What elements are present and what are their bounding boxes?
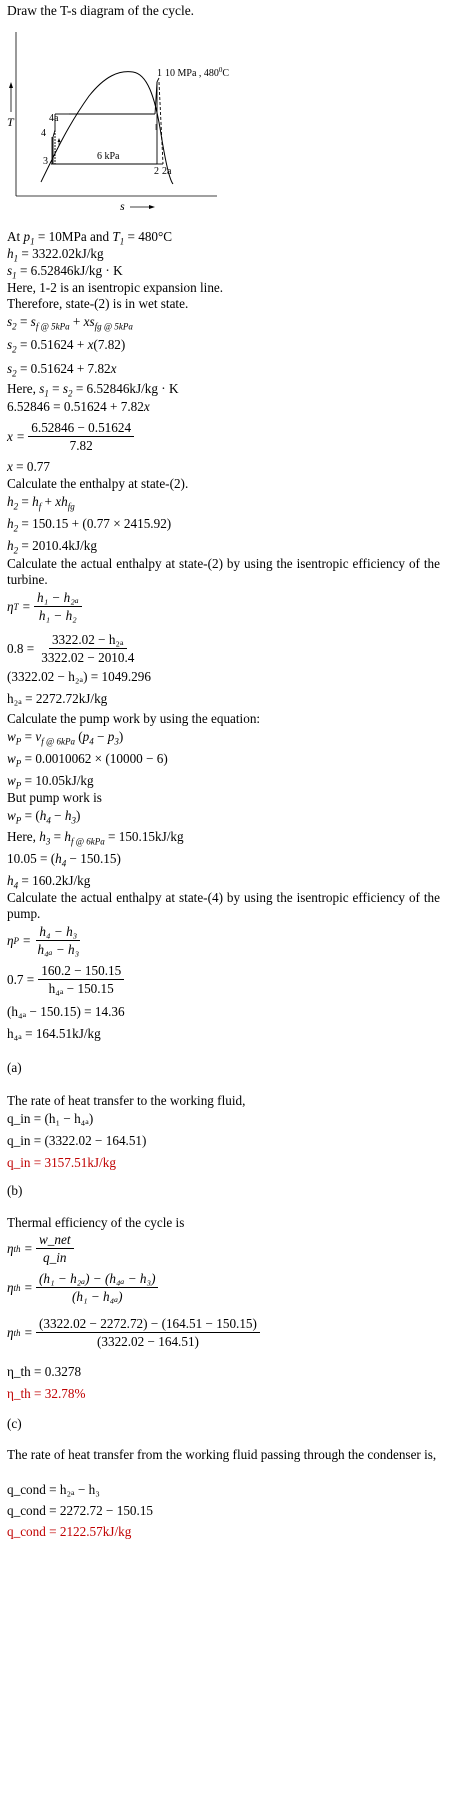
part-a-label: (a) — [7, 1060, 22, 1075]
line-46: The rate of heat transfer from the working fluid passing through the condenser is, — [7, 1447, 437, 1462]
state-3-label: 3 — [43, 156, 48, 167]
line-28: Here, $h_3 = h_{f @ 6kPa} = 150.15kJ/kg$ — [7, 829, 184, 847]
part-c-label: (c) — [7, 1416, 22, 1431]
line-13: Calculate the enthalpy at state-(2). — [7, 476, 189, 491]
state-4-label: 4 — [41, 128, 46, 139]
line-36: The rate of heat transfer to the working fluid, — [7, 1093, 246, 1108]
line-08: $s_2 = 0.51624 + 7.82x$ — [7, 361, 117, 379]
s-axis-label: s — [120, 199, 125, 212]
line-07: $s_2 = 0.51624 + x(7.82)$ — [7, 337, 126, 355]
line-15: $h_2 = 150.15 + (0.77 \times 2415.92)$ — [7, 516, 172, 534]
line-02: $h_1 = 3322.02kJ/kg$ — [7, 246, 104, 264]
line-44: η_th = 0.3278 — [7, 1364, 82, 1379]
line-34: (h₄ₐ − 150.15) = 14.36 — [7, 1004, 125, 1019]
ts-diagram — [7, 24, 237, 212]
line-38: q_in = (3322.02 − 164.51) — [7, 1133, 147, 1148]
line-16: $h_2 = 2010.4kJ/kg$ — [7, 538, 97, 556]
line-47: q_cond = h₂ₐ − h₃ — [7, 1482, 100, 1497]
line-40: Thermal efficiency of the cycle is — [7, 1215, 185, 1230]
line-20: (3322.02 − h₂ₐ) = 1049.296 — [7, 669, 151, 684]
line-05: Therefore, state-(2) is in wet state. — [7, 296, 189, 311]
part-b-label: (b) — [7, 1183, 23, 1198]
state-1-label: 1 — [157, 68, 162, 79]
line-48: q_cond = 2272.72 − 150.15 — [7, 1503, 154, 1518]
line-43: η th = $\frac{(3322.02 - 2272.72) - (164.51 - 150.15)}{(3322.02 - 164.51)}$ — [7, 1316, 260, 1349]
answer-efficiency: η_th = 32.78% — [7, 1386, 86, 1401]
line-41: η th = $\frac{\text{w\_net}}{q\_in}$ — [7, 1232, 74, 1265]
state-2-label: 2 — [154, 166, 159, 177]
line-25: $w_P = 10.05kJ/kg$ — [7, 773, 94, 791]
line-22: Calculate the pump work by using the equation: — [7, 711, 261, 726]
high-pressure-label: 10 MPa , $480^0C$ — [165, 66, 230, 79]
line-03: $s_1 = 6.52846kJ/kg \cdot K$ — [7, 263, 123, 281]
line-17: Calculate the actual enthalpy at state-(2) by using the isentropic efficiency of the turbine. — [7, 556, 440, 587]
line-11: x = $\frac{6.52846 - 0.51624}{7.82}$ — [7, 420, 134, 453]
line-26: But pump work is — [7, 790, 102, 805]
line-19: 0.8 = $\frac{\text{3322.02 − h₂ₐ}}{3322.02 - 2010.4}$ — [7, 632, 135, 665]
line-30: $h_4 = 160.2kJ/kg$ — [7, 873, 91, 891]
line-29: $10.05 = (h_4 - 150.15)$ — [7, 851, 121, 869]
line-37: q_in = (h₁ − h₄ₐ) — [7, 1111, 94, 1126]
line-10: 6.52846 = 0.51624 + 7.82x — [7, 399, 150, 414]
line-21: h₂ₐ = 2272.72kJ/kg — [7, 691, 108, 706]
line-35: h₄ₐ = 164.51kJ/kg — [7, 1026, 101, 1041]
state-2a-label: 2a — [162, 166, 172, 177]
line-42: η th = $\frac{\text{(h₁ − h₂ₐ) − (h₄ₐ − h₃)}}{\text{(h₁ − h₄ₐ)}}$ — [7, 1271, 158, 1304]
line-24: $w_P = 0.0010062 \times (10000 - 6)$ — [7, 751, 168, 769]
t-axis-label: T — [7, 115, 14, 129]
line-01: At $p_1 = 10MPa$ and $T_1 = 480^\circ C$ — [7, 229, 173, 247]
line-31: Calculate the actual enthalpy at state-(4) by using the isentropic efficiency of the pump. — [7, 890, 440, 921]
line-06: $s_2 = s_{f @ 5kPa} + xs_{fg @ 5kPa}$ — [7, 314, 133, 332]
heading: Draw the T-s diagram of the cycle. — [7, 3, 195, 18]
line-32: η P = $\frac{\text{h₄ − h₃}}{\text{h₄ₐ − h₃}}$ — [7, 924, 80, 957]
line-33: 0.7 = $\frac{160.2 - 150.15}{\text{h₄ₐ − 150.15}}$ — [7, 963, 124, 996]
line-18: η T = $\frac{\text{h₁ − h₂ₐ}}{\text{h₁ − h₂}}$ — [7, 590, 82, 623]
line-04: Here, 1-2 is an isentropic expansion line. — [7, 280, 224, 295]
answer-q-cond: q_cond = 2122.57kJ/kg — [7, 1524, 132, 1539]
state-4a-label: 4a — [49, 113, 59, 124]
line-12: x = 0.77 — [7, 459, 50, 474]
low-pressure-label: 6 kPa — [97, 151, 120, 162]
line-23: $w_P = v_{f @ 6kPa}$ $(p_4 - p_3)$ — [7, 729, 124, 747]
line-27: $w_P = (h_4 - h_3)$ — [7, 808, 81, 826]
answer-q-in: q_in = 3157.51kJ/kg — [7, 1155, 116, 1170]
line-14: $h_2 = h_f + xh_{fg}$ — [7, 494, 75, 512]
line-09: Here, $s_1 = s_2 = 6.52846kJ/kg \cdot K$ — [7, 381, 179, 399]
